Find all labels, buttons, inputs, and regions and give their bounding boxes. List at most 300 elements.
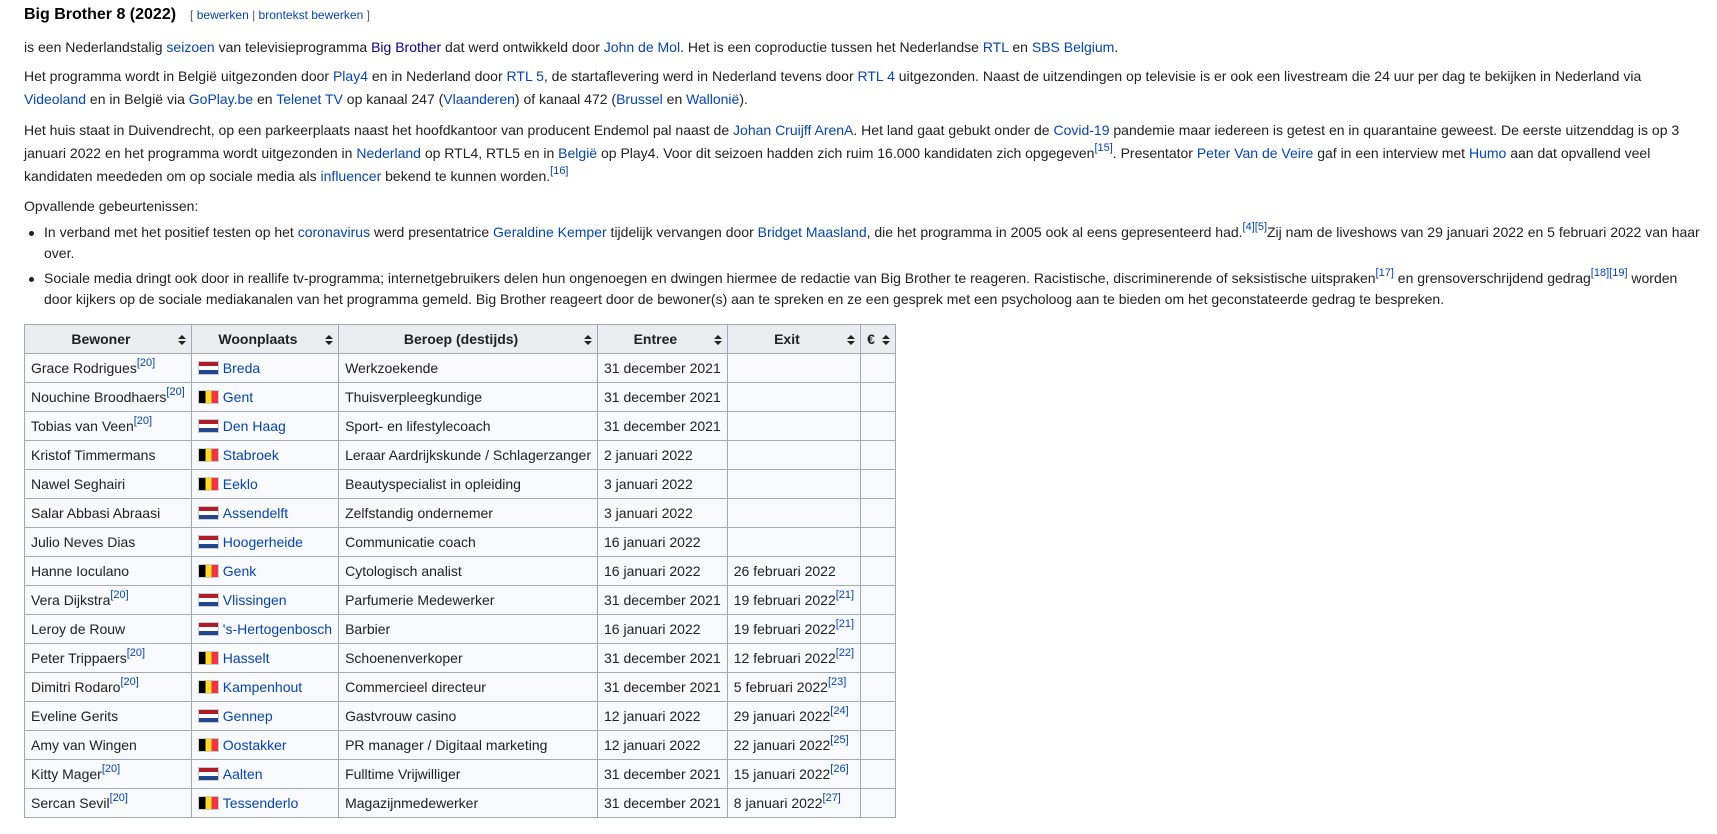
ref-link[interactable]: [20] — [126, 647, 146, 660]
cell-entree — [598, 528, 728, 557]
cell-beroep — [339, 760, 598, 789]
link-humo[interactable]: Humo — [1468, 145, 1507, 161]
occupation: Gastvrouw casino — [345, 708, 457, 724]
cell-woonplaats — [191, 586, 338, 615]
cell-bewoner — [25, 760, 192, 789]
city-link[interactable]: Genk — [222, 562, 257, 579]
ref-15[interactable]: [15] — [1094, 142, 1113, 155]
cell-beroep — [339, 441, 598, 470]
cell-entree — [598, 760, 728, 789]
text: Het programma wordt in België uitgezonden door — [24, 68, 333, 84]
city-link[interactable]: Vlissingen — [222, 591, 287, 608]
cell-bewoner — [25, 644, 192, 673]
link-bridget-maasland[interactable]: Bridget Maasland — [757, 224, 867, 240]
cell-entree — [598, 586, 728, 615]
belgium-flag-icon — [198, 477, 219, 491]
cell-entree — [598, 354, 728, 383]
reference — [110, 792, 128, 804]
cell-entree — [598, 702, 728, 731]
link-peter-van-de-veire[interactable]: Peter Van de Veire — [1196, 145, 1314, 161]
column-header-entree[interactable] — [598, 325, 728, 354]
table-row — [25, 441, 896, 470]
link-rtl[interactable]: RTL — [982, 39, 1009, 55]
cell-woonplaats — [191, 470, 338, 499]
occupation: Zelfstandig ondernemer — [345, 505, 493, 521]
cell-euro — [861, 586, 896, 615]
ref-link[interactable]: [21] — [835, 618, 855, 631]
contestant-name: Amy van Wingen — [31, 737, 137, 753]
contestant-name: Peter Trippaers — [31, 650, 127, 666]
cell-exit — [727, 557, 860, 586]
ref-5[interactable]: [5] — [1254, 221, 1267, 234]
link-coronavirus[interactable]: coronavirus — [297, 224, 371, 240]
cell-beroep — [339, 528, 598, 557]
cell-beroep — [339, 615, 598, 644]
edit-section-links — [190, 8, 370, 22]
ref-link[interactable]: [20] — [120, 676, 139, 689]
cell-euro — [861, 702, 896, 731]
reference — [1243, 221, 1267, 233]
cell-beroep — [339, 499, 598, 528]
edit-link[interactable]: bewerken — [196, 8, 249, 22]
city-link[interactable]: Aalten — [222, 765, 263, 782]
ref-19[interactable]: [19] — [1609, 267, 1628, 280]
contestant-name: Dimitri Rodaro — [31, 679, 121, 695]
city-link[interactable]: Stabroek — [222, 446, 279, 463]
text: en — [253, 91, 277, 107]
text: van televisieprogramma — [214, 39, 372, 55]
text: Het huis staat in Duivendrecht, op een parkeerplaats naast het hoofdkantoor van producent Endemol pal naast de — [24, 122, 734, 138]
occupation: Thuisverpleegkundige — [345, 389, 483, 405]
table-row — [25, 528, 896, 557]
house-paragraph — [24, 119, 1714, 188]
cell-woonplaats — [191, 644, 338, 673]
entry-date: 16 januari 2022 — [604, 563, 701, 579]
text: pandemie maar iedereen is getest en in quarantaine geweest. De eerste uitzenddag is op 3 januari 2022 en het programma wordt uitgezonden in — [24, 122, 1680, 161]
intro-paragraph — [24, 36, 1693, 59]
link-rtl4[interactable]: RTL 4 — [857, 68, 895, 84]
reference — [823, 792, 841, 804]
city-link[interactable]: Eeklo — [222, 475, 258, 492]
cell-bewoner — [25, 615, 192, 644]
contestant-name: Grace Rodrigues — [31, 360, 137, 376]
sort-icon[interactable] — [847, 335, 854, 345]
table-row — [25, 644, 896, 673]
cell-euro — [861, 528, 896, 557]
link-telenet-tv[interactable]: Telenet TV — [276, 91, 343, 107]
cell-euro — [861, 412, 896, 441]
occupation: Magazijnmedewerker — [345, 795, 479, 811]
cell-entree — [598, 470, 728, 499]
text: Sociale media dringt ook door in reallife tv-programma; internetgebruikers delen hun ongenoegen en dwingen hiermee de redactie van Big Brother te reageren. Racistische, discriminerende of seksistische uitspraken — [44, 270, 1376, 286]
list-item — [44, 268, 1699, 310]
cell-entree — [598, 412, 728, 441]
cell-euro — [861, 470, 896, 499]
table-row — [25, 789, 896, 818]
entry-date: 2 januari 2022 — [604, 447, 693, 463]
text: . Presentator — [1112, 145, 1197, 161]
cell-woonplaats — [191, 354, 338, 383]
cell-euro — [861, 383, 896, 412]
ref-link[interactable]: [20] — [136, 357, 156, 370]
reference — [110, 589, 128, 601]
netherlands-flag-icon — [198, 622, 219, 636]
city-link[interactable]: Tessenderlo — [222, 794, 299, 811]
ref-link[interactable]: [20] — [101, 763, 121, 776]
city-link[interactable]: Gennep — [222, 707, 273, 724]
edit-bracket-close: ] — [363, 8, 370, 22]
ref-link[interactable]: [26] — [830, 763, 849, 776]
sort-icon[interactable] — [584, 335, 591, 345]
cell-bewoner — [25, 557, 192, 586]
netherlands-flag-icon — [198, 593, 219, 607]
reference — [120, 676, 138, 688]
belgium-flag-icon — [198, 448, 219, 462]
entry-date: 3 januari 2022 — [604, 505, 693, 521]
cell-euro — [861, 615, 896, 644]
reference — [1094, 142, 1112, 154]
cell-euro — [861, 499, 896, 528]
text: aan dat opvallend veel kandidaten meededen om op sociale media als — [24, 145, 1651, 184]
entry-date: 31 december 2021 — [604, 389, 721, 405]
header-label: Bewoner — [71, 331, 131, 347]
exit-date: 19 februari 2022 — [733, 592, 836, 608]
column-header-bewoner[interactable] — [25, 325, 192, 354]
ref-link[interactable]: [25] — [830, 734, 849, 747]
cell-entree — [598, 499, 728, 528]
column-header-woonplaats[interactable] — [191, 325, 338, 354]
cell-woonplaats — [191, 673, 338, 702]
cell-exit — [727, 470, 860, 499]
cell-woonplaats — [191, 789, 338, 818]
cell-entree — [598, 731, 728, 760]
events-list — [44, 221, 1700, 310]
reference — [134, 415, 152, 427]
cell-bewoner — [25, 673, 192, 702]
sort-icon[interactable] — [325, 335, 332, 345]
text: en — [1008, 39, 1032, 55]
exit-date: 22 januari 2022 — [733, 737, 831, 753]
table-row — [25, 731, 896, 760]
occupation: Cytologisch analist — [345, 563, 462, 579]
cell-beroep — [339, 383, 598, 412]
occupation: Fulltime Vrijwilliger — [345, 766, 461, 782]
ref-link[interactable]: [27] — [822, 792, 841, 805]
entry-date: 16 januari 2022 — [604, 621, 701, 637]
entry-date: 31 december 2021 — [604, 360, 721, 376]
link-sbs-belgium[interactable]: SBS Belgium — [1031, 39, 1115, 55]
belgium-flag-icon — [198, 564, 219, 578]
cell-exit — [727, 702, 860, 731]
text: werd presentatrice — [370, 224, 494, 240]
cell-entree — [598, 383, 728, 412]
link-wallonie[interactable]: Wallonië — [686, 91, 740, 107]
link-belgie[interactable]: België — [558, 145, 598, 161]
list-item — [44, 222, 1717, 264]
cell-exit — [727, 644, 860, 673]
text: ). — [739, 91, 748, 107]
column-header-exit[interactable] — [727, 325, 860, 354]
cell-entree — [598, 644, 728, 673]
cell-woonplaats — [191, 557, 338, 586]
exit-date: 19 februari 2022 — [733, 621, 836, 637]
cell-entree — [598, 673, 728, 702]
reference — [550, 165, 568, 177]
text: In verband met het positief testen op het — [44, 224, 298, 240]
contestant-name: Salar Abbasi Abraasi — [31, 505, 161, 521]
ref-link[interactable]: [21] — [835, 589, 855, 602]
contestant-name: Hanne Ioculano — [31, 563, 130, 579]
cell-woonplaats — [191, 702, 338, 731]
column-header-beroep[interactable] — [339, 325, 598, 354]
reference — [137, 357, 155, 369]
section-heading — [24, 4, 1693, 26]
cell-beroep — [339, 673, 598, 702]
text: , die het programma in 2005 ook al eens gepresenteerd had. — [866, 224, 1243, 240]
section-title: Big Brother 8 (2022) — [24, 6, 177, 23]
cell-exit — [727, 731, 860, 760]
text: . Het is een coproductie tussen het Nederlandse — [680, 39, 983, 55]
text: . Het land gaat gebukt onder de — [853, 122, 1054, 138]
sort-icon[interactable] — [714, 335, 721, 345]
cell-bewoner — [25, 412, 192, 441]
netherlands-flag-icon — [198, 361, 219, 375]
entry-date: 12 januari 2022 — [604, 708, 701, 724]
exit-date: 15 januari 2022 — [733, 766, 831, 782]
cell-beroep — [339, 586, 598, 615]
belgium-flag-icon — [198, 796, 219, 810]
cell-bewoner — [25, 789, 192, 818]
cell-exit — [727, 499, 860, 528]
cell-exit — [727, 528, 860, 557]
occupation: Beautyspecialist in opleiding — [345, 476, 521, 492]
entry-date: 31 december 2021 — [604, 795, 721, 811]
ref-link[interactable]: [20] — [109, 792, 128, 805]
ref-link[interactable]: [22] — [835, 647, 855, 660]
text: . — [1114, 39, 1119, 55]
city-link[interactable]: Den Haag — [222, 417, 286, 434]
reference — [830, 763, 848, 775]
belgium-flag-icon — [198, 738, 219, 752]
city-link[interactable]: Breda — [222, 359, 261, 376]
cell-beroep — [339, 557, 598, 586]
ref-link[interactable]: [20] — [110, 589, 129, 602]
exit-date: 26 februari 2022 — [733, 563, 836, 579]
table-row — [25, 615, 896, 644]
text: Zij nam de liveshows van 29 januari 2022 en 5 februari 2022 van haar over. — [44, 224, 1700, 261]
text: en in België via — [86, 91, 189, 107]
belgium-flag-icon — [198, 680, 219, 694]
entry-date: 3 januari 2022 — [604, 476, 693, 492]
city-link[interactable]: Hasselt — [222, 649, 270, 666]
link-nederland[interactable]: Nederland — [356, 145, 421, 161]
ref-link[interactable]: [23] — [827, 676, 847, 689]
cell-exit — [727, 586, 860, 615]
cell-bewoner — [25, 499, 192, 528]
reference — [102, 763, 120, 775]
link-goplay[interactable]: GoPlay.be — [188, 91, 254, 107]
column-header-euro[interactable] — [861, 325, 896, 354]
cell-woonplaats — [191, 383, 338, 412]
reference — [828, 676, 846, 688]
ref-18[interactable]: [18] — [1590, 267, 1610, 280]
contestant-name: Eveline Gerits — [31, 708, 119, 724]
exit-date: 12 februari 2022 — [733, 650, 836, 666]
contestant-name: Kitty Mager — [31, 766, 102, 782]
contestant-name: Nouchine Broodhaers — [31, 389, 167, 405]
contestant-name: Leroy de Rouw — [31, 621, 126, 637]
sort-icon[interactable] — [882, 335, 889, 345]
link-influencer[interactable]: influencer — [320, 168, 382, 184]
cell-woonplaats — [191, 760, 338, 789]
reference — [830, 705, 848, 717]
cell-exit — [727, 441, 860, 470]
header-label: Exit — [774, 331, 800, 347]
cell-entree — [598, 557, 728, 586]
occupation: Barbier — [345, 621, 391, 637]
entry-date: 31 december 2021 — [604, 418, 721, 434]
cell-woonplaats — [191, 499, 338, 528]
cell-entree — [598, 441, 728, 470]
exit-date: 29 januari 2022 — [733, 708, 831, 724]
reference — [836, 589, 854, 601]
link-big-brother[interactable]: Big Brother — [371, 39, 442, 55]
contestants-table — [24, 324, 896, 818]
occupation: Communicatie coach — [345, 534, 476, 550]
header-label: Beroep (destijds) — [403, 331, 519, 347]
cell-euro — [861, 673, 896, 702]
link-vlaanderen[interactable]: Vlaanderen — [443, 91, 515, 107]
cell-beroep — [339, 354, 598, 383]
exit-date: 8 januari 2022 — [733, 795, 823, 811]
entry-date: 12 januari 2022 — [604, 737, 701, 753]
ref-4[interactable]: [4] — [1242, 221, 1255, 234]
reference — [830, 734, 848, 746]
netherlands-flag-icon — [198, 535, 219, 549]
cell-exit — [727, 615, 860, 644]
cell-woonplaats — [191, 441, 338, 470]
occupation: PR manager / Digitaal marketing — [345, 737, 548, 753]
link-covid-19[interactable]: Covid-19 — [1053, 122, 1110, 138]
cell-entree — [598, 789, 728, 818]
cell-beroep — [339, 644, 598, 673]
city-link[interactable]: Assendelft — [222, 504, 289, 521]
contestant-name: Kristof Timmermans — [31, 447, 156, 463]
edit-source-link[interactable]: brontekst bewerken — [258, 8, 364, 22]
link-john-de-mol[interactable]: John de Mol — [603, 39, 681, 55]
ref-link[interactable]: [20] — [166, 386, 185, 399]
contestant-name: Julio Neves Dias — [31, 534, 136, 550]
reference — [166, 386, 184, 398]
cell-woonplaats — [191, 528, 338, 557]
netherlands-flag-icon — [198, 419, 219, 433]
link-brussel[interactable]: Brussel — [616, 91, 663, 107]
cell-exit — [727, 383, 860, 412]
cell-exit — [727, 354, 860, 383]
occupation: Schoenenverkoper — [345, 650, 463, 666]
city-link[interactable]: Hoogerheide — [222, 533, 303, 550]
netherlands-flag-icon — [198, 709, 219, 723]
cell-bewoner — [25, 383, 192, 412]
cell-beroep — [339, 470, 598, 499]
exit-date: 5 februari 2022 — [733, 679, 828, 695]
table-row — [25, 470, 896, 499]
header-label: Entree — [633, 331, 678, 347]
cell-exit — [727, 412, 860, 441]
text: en — [662, 91, 687, 107]
belgium-flag-icon — [198, 390, 219, 404]
cell-beroep — [339, 789, 598, 818]
link-johan-cruijff-arena[interactable]: Johan Cruijff ArenA — [733, 122, 854, 138]
text: op Play4. Voor dit seizoen hadden zich ruim 16.000 kandidaten zich opgegeven — [597, 145, 1095, 161]
occupation: Werkzoekende — [345, 360, 439, 376]
entry-date: 31 december 2021 — [604, 650, 721, 666]
link-rtl5[interactable]: RTL 5 — [506, 68, 544, 84]
edit-bracket-open: [ — [190, 8, 197, 22]
text: en in Nederland door — [367, 68, 507, 84]
cell-bewoner — [25, 528, 192, 557]
text: is een Nederlandstalig — [24, 39, 167, 55]
text: ) of kanaal 472 ( — [514, 91, 617, 107]
cell-euro — [861, 644, 896, 673]
cell-euro — [861, 354, 896, 383]
table-row — [25, 557, 896, 586]
reference — [127, 647, 145, 659]
link-play4[interactable]: Play4 — [332, 68, 368, 84]
city-link[interactable]: 's-Hertogenbosch — [222, 620, 333, 637]
table-header-row — [25, 325, 896, 354]
ref-link[interactable]: [24] — [830, 705, 849, 718]
header-label: Woonplaats — [218, 331, 298, 347]
cell-euro — [861, 441, 896, 470]
cell-bewoner — [25, 470, 192, 499]
contestant-name: Tobias van Veen — [31, 418, 134, 434]
occupation: Sport- en lifestylecoach — [345, 418, 491, 434]
reference — [836, 618, 854, 630]
contestant-name: Vera Dijkstra — [31, 592, 111, 608]
occupation: Parfumerie Medewerker — [345, 592, 495, 608]
cell-exit — [727, 673, 860, 702]
header-label: € — [867, 331, 875, 347]
cell-woonplaats — [191, 412, 338, 441]
text: , de startaflevering werd in Nederland tevens door — [543, 68, 858, 84]
reference — [1591, 267, 1628, 279]
cell-beroep — [339, 412, 598, 441]
table-row — [25, 412, 896, 441]
link-seizoen[interactable]: seizoen — [166, 39, 215, 55]
ref-17[interactable]: [17] — [1375, 267, 1394, 280]
cell-woonplaats — [191, 731, 338, 760]
city-link[interactable]: Oostakker — [222, 736, 287, 753]
ref-16[interactable]: [16] — [550, 165, 569, 178]
entry-date: 31 december 2021 — [604, 766, 721, 782]
cell-bewoner — [25, 702, 192, 731]
ref-link[interactable]: [20] — [133, 415, 153, 428]
contestant-name: Nawel Seghairi — [31, 476, 126, 492]
text: dat werd ontwikkeld door — [441, 39, 604, 55]
link-geraldine-kemper[interactable]: Geraldine Kemper — [493, 224, 607, 240]
sort-icon[interactable] — [178, 335, 185, 345]
link-videoland[interactable]: Videoland — [24, 91, 87, 107]
cell-beroep — [339, 731, 598, 760]
text: worden door kijkers op de sociale mediakanalen van het programma gemeld. Big Brother reageert door de bewoner(s) aan te spreken en ze een gesprek met een psycholoog aan te bieden om het geconstateerde gedrag te bespreken. — [44, 270, 1678, 307]
cell-bewoner — [25, 354, 192, 383]
city-link[interactable]: Kampenhout — [222, 678, 303, 695]
city-link[interactable]: Gent — [222, 388, 254, 405]
occupation: Leraar Aardrijkskunde / Schlagerzanger — [345, 447, 591, 463]
netherlands-flag-icon — [198, 767, 219, 781]
reference — [1376, 267, 1394, 279]
